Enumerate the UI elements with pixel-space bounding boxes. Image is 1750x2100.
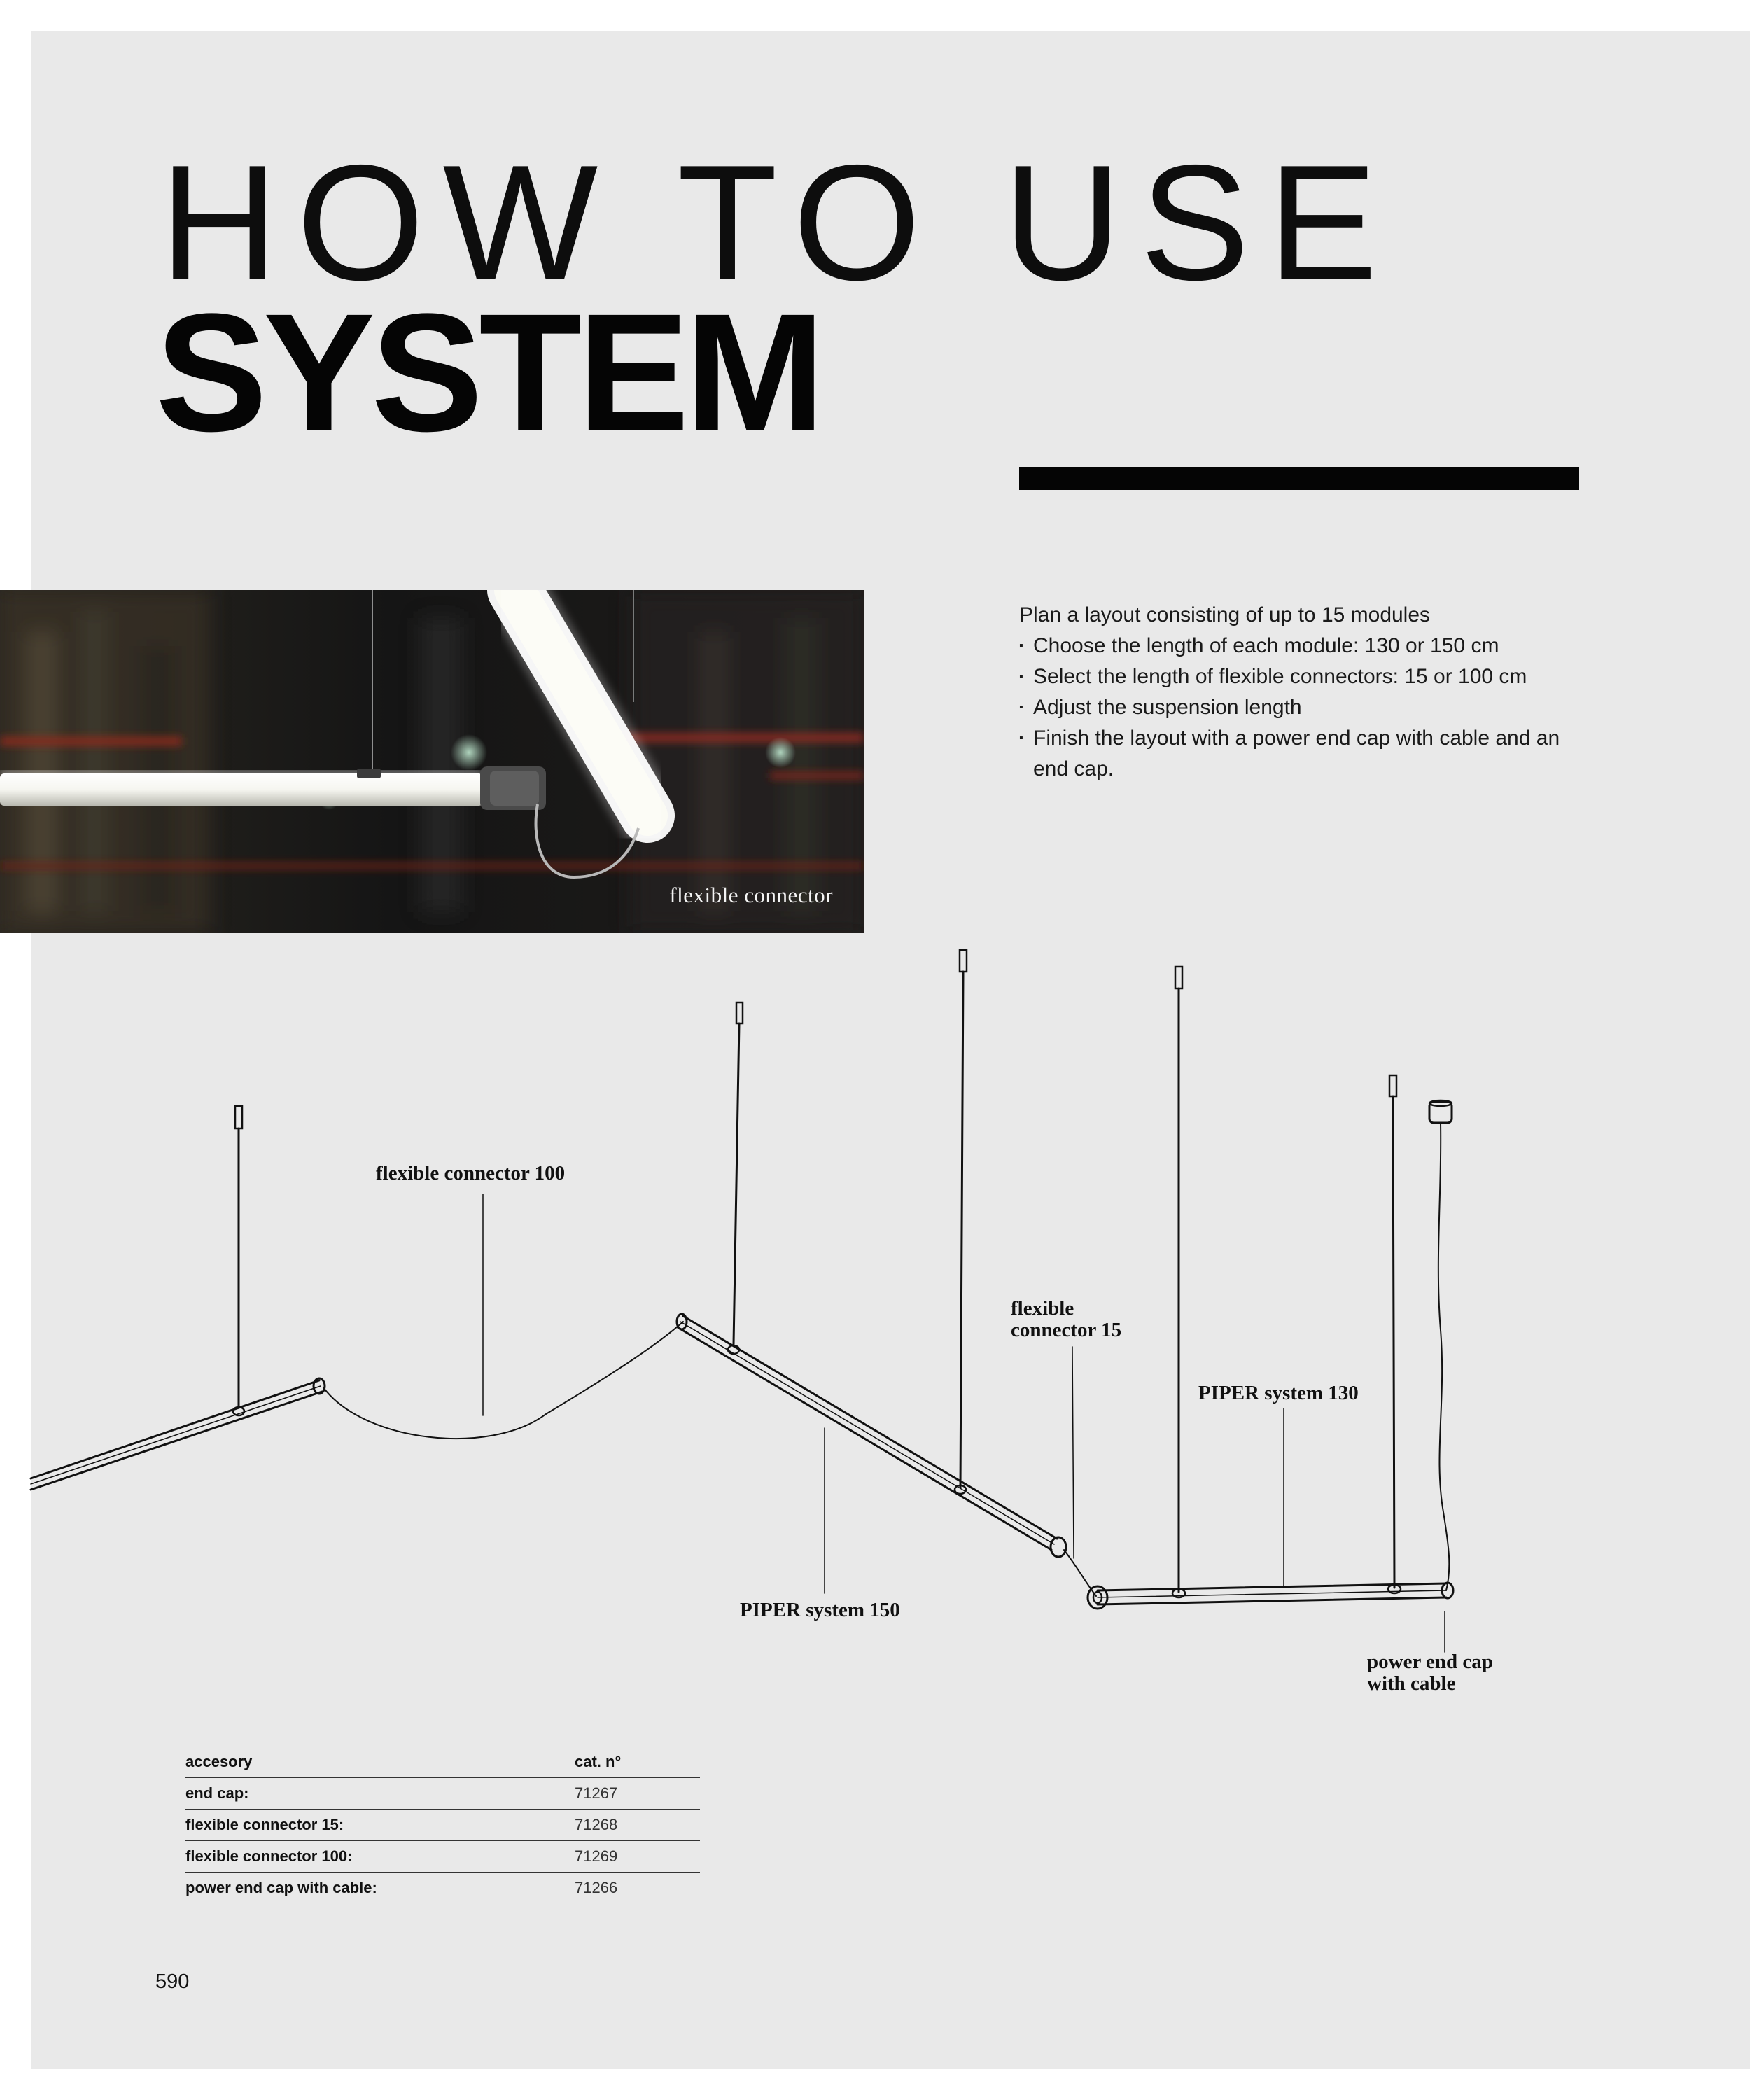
photo-caption: flexible connector (669, 883, 833, 907)
title-system: SYSTEM (155, 279, 821, 466)
leader-line (1072, 1347, 1074, 1558)
label-piper-system-150: PIPER system 150 (740, 1599, 900, 1621)
accessory-name: end cap: (186, 1784, 249, 1802)
table-row (186, 1809, 700, 1841)
label-flexible-connector-15-line1: flexible (1011, 1297, 1074, 1320)
table-row (186, 1778, 700, 1809)
accessory-cat: 71266 (575, 1879, 618, 1896)
header-accesory: accesory (186, 1753, 253, 1770)
piper-tube-130 (1098, 1597, 1446, 1604)
label-flexible-connector-100: flexible connector 100 (376, 1162, 566, 1184)
table-row (186, 1841, 700, 1872)
accessory-name: flexible connector 15: (186, 1816, 344, 1833)
suspension-cable (960, 972, 963, 1488)
cable-grip (736, 1002, 743, 1023)
page-number: 590 (155, 1970, 190, 1993)
table-row (186, 1872, 700, 1903)
intro-step: ▪ Finish the layout with a power end cap with cable and an end cap. (1019, 723, 1579, 785)
label-flexible-connector-15-line2: connector 15 (1011, 1319, 1122, 1341)
header-cat-no: cat. n° (575, 1753, 622, 1770)
accessory-name: flexible connector 100: (186, 1847, 353, 1865)
suspension-cable (734, 1023, 739, 1344)
accessory-cat: 71267 (575, 1784, 618, 1802)
power-canopy-top (1429, 1100, 1452, 1106)
piper-tube-150 (680, 1322, 1054, 1544)
piper-tube-150 (678, 1327, 1051, 1550)
intro-step: ▪ Choose the length of each module: 130 or 150 cm (1019, 631, 1579, 662)
accessory-cat: 71269 (575, 1847, 618, 1865)
table-header-row (186, 1746, 700, 1778)
label-power-end-cap-line2: with cable (1367, 1672, 1456, 1695)
accessory-name: power end cap with cable: (186, 1879, 377, 1896)
accessories-table (186, 1746, 700, 1903)
diagram-lines (31, 950, 1453, 1652)
tube-end-connector (1051, 1537, 1066, 1557)
cable-grip (1175, 967, 1182, 988)
power-cable (1438, 1123, 1450, 1590)
piper-tube-left (31, 1380, 319, 1478)
flexible-connector-100 (323, 1322, 683, 1438)
suspension-cable (1393, 1096, 1394, 1588)
label-piper-system-130: PIPER system 130 (1198, 1382, 1359, 1404)
intro-lead: Plan a layout consisting of up to 15 modules (1019, 603, 1431, 626)
tube-end-connector (677, 1314, 687, 1329)
title-how-to-use: HOW TO USE (160, 130, 1396, 314)
cable-grip (960, 950, 967, 972)
piper-tube-left (31, 1392, 322, 1490)
piper-tube-left (31, 1386, 321, 1484)
label-power-end-cap-line1: power end cap (1367, 1651, 1493, 1673)
intro-step: ▪ Select the length of flexible connectors: 15 or 100 cm (1019, 662, 1579, 692)
accessory-cat: 71268 (575, 1816, 618, 1833)
cable-grip (235, 1106, 242, 1128)
cable-grip (1390, 1075, 1396, 1096)
intro-step: ▪ Adjust the suspension length (1019, 692, 1579, 723)
